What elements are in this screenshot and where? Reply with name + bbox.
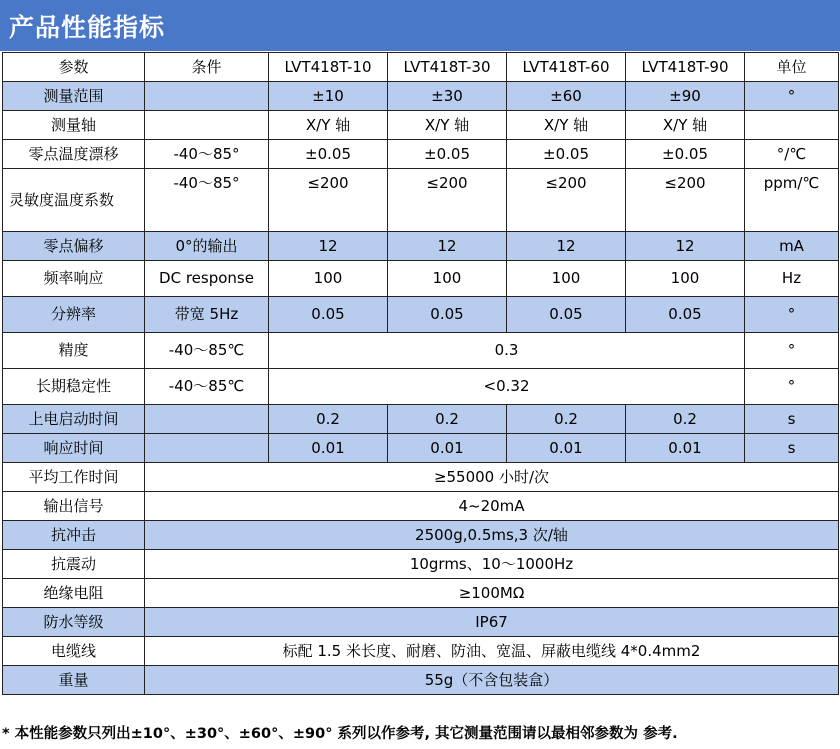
condition-cell	[145, 82, 269, 111]
unit-cell	[745, 111, 839, 140]
unit-cell: °	[745, 297, 839, 333]
unit-cell: ppm/℃	[745, 169, 839, 232]
param-cell: 精度	[3, 333, 145, 369]
merged-value-cell: <0.32	[269, 369, 745, 405]
value-cell: 12	[269, 232, 388, 261]
unit-cell: s	[745, 434, 839, 463]
value-cell: 0.01	[388, 434, 507, 463]
value-cell: 0.05	[626, 297, 745, 333]
param-cell: 灵敏度温度系数	[3, 169, 145, 232]
full-value-cell: ≥55000 小时/次	[145, 463, 839, 492]
value-cell: X/Y 轴	[269, 111, 388, 140]
unit-cell: °	[745, 333, 839, 369]
table-row	[3, 608, 839, 637]
param-cell: 重量	[3, 666, 145, 695]
param-cell: 频率响应	[3, 261, 145, 297]
value-cell: 0.05	[388, 297, 507, 333]
condition-cell: 带宽 5Hz	[145, 297, 269, 333]
unit-cell: °	[745, 369, 839, 405]
table-row	[3, 637, 839, 666]
value-cell: ±60	[507, 82, 626, 111]
table-row	[3, 82, 839, 111]
condition-cell: DC response	[145, 261, 269, 297]
table-row	[3, 521, 839, 550]
unit-cell: s	[745, 405, 839, 434]
column-header: LVT418T-90	[626, 53, 745, 82]
value-cell: 0.01	[269, 434, 388, 463]
column-header: LVT418T-10	[269, 53, 388, 82]
value-cell: 0.01	[507, 434, 626, 463]
unit-cell: °/℃	[745, 140, 839, 169]
param-cell: 零点偏移	[3, 232, 145, 261]
column-header: 条件	[145, 53, 269, 82]
table-row	[3, 666, 839, 695]
value-cell: ±90	[626, 82, 745, 111]
value-cell: 0.05	[269, 297, 388, 333]
value-cell: ±0.05	[269, 140, 388, 169]
value-cell: 0.01	[626, 434, 745, 463]
column-header: 参数	[3, 53, 145, 82]
column-header: LVT418T-60	[507, 53, 626, 82]
param-cell: 抗冲击	[3, 521, 145, 550]
table-row	[3, 369, 839, 405]
footnote: * 本性能参数只列出±10°、±30°、±60°、±90° 系列以作参考, 其它测量范围请以最相邻参数为 参考.	[2, 726, 678, 742]
param-cell: 输出信号	[3, 492, 145, 521]
param-cell: 长期稳定性	[3, 369, 145, 405]
value-cell: ±0.05	[507, 140, 626, 169]
condition-cell	[145, 434, 269, 463]
table-row	[3, 261, 839, 297]
table-row	[3, 297, 839, 333]
table-row	[3, 405, 839, 434]
value-cell: 100	[388, 261, 507, 297]
value-cell: ±0.05	[626, 140, 745, 169]
table-row	[3, 463, 839, 492]
table-row	[3, 550, 839, 579]
param-cell: 上电启动时间	[3, 405, 145, 434]
value-cell: ≤200	[388, 169, 507, 232]
value-cell: 12	[388, 232, 507, 261]
full-value-cell: IP67	[145, 608, 839, 637]
full-value-cell: 2500g,0.5ms,3 次/轴	[145, 521, 839, 550]
value-cell: 0.05	[507, 297, 626, 333]
value-cell: X/Y 轴	[507, 111, 626, 140]
full-value-cell: ≥100MΩ	[145, 579, 839, 608]
param-cell: 抗震动	[3, 550, 145, 579]
value-cell: 100	[507, 261, 626, 297]
table-row	[3, 169, 839, 232]
value-cell: X/Y 轴	[626, 111, 745, 140]
page-title: 产品性能指标	[9, 12, 166, 42]
value-cell: ≤200	[507, 169, 626, 232]
unit-cell: Hz	[745, 261, 839, 297]
value-cell: 100	[626, 261, 745, 297]
value-cell: X/Y 轴	[388, 111, 507, 140]
condition-cell: 0°的输出	[145, 232, 269, 261]
table-row	[3, 434, 839, 463]
value-cell: ±10	[269, 82, 388, 111]
param-cell: 防水等级	[3, 608, 145, 637]
value-cell: ±30	[388, 82, 507, 111]
table-row	[3, 232, 839, 261]
full-value-cell: 10grms、10～1000Hz	[145, 550, 839, 579]
condition-cell: -40～85°	[145, 169, 269, 232]
condition-cell: -40～85℃	[145, 333, 269, 369]
table-row	[3, 111, 839, 140]
param-cell: 电缆线	[3, 637, 145, 666]
param-cell: 平均工作时间	[3, 463, 145, 492]
table-row	[3, 492, 839, 521]
condition-cell: -40～85℃	[145, 369, 269, 405]
table-row	[3, 579, 839, 608]
unit-cell: mA	[745, 232, 839, 261]
full-value-cell: 55g（不含包装盒）	[145, 666, 839, 695]
merged-value-cell: 0.3	[269, 333, 745, 369]
param-cell: 零点温度漂移	[3, 140, 145, 169]
table-row	[3, 333, 839, 369]
param-cell: 测量范围	[3, 82, 145, 111]
value-cell: ±0.05	[388, 140, 507, 169]
value-cell: ≤200	[626, 169, 745, 232]
table-row	[3, 140, 839, 169]
param-cell: 分辨率	[3, 297, 145, 333]
column-header: 单位	[745, 53, 839, 82]
value-cell: 0.2	[626, 405, 745, 434]
table-header-row	[3, 53, 839, 82]
value-cell: ≤200	[269, 169, 388, 232]
condition-cell	[145, 405, 269, 434]
section-header	[0, 0, 840, 51]
value-cell: 0.2	[388, 405, 507, 434]
spec-table	[2, 52, 839, 695]
param-cell: 绝缘电阻	[3, 579, 145, 608]
value-cell: 12	[626, 232, 745, 261]
full-value-cell: 4~20mA	[145, 492, 839, 521]
value-cell: 12	[507, 232, 626, 261]
condition-cell: -40～85°	[145, 140, 269, 169]
full-value-cell: 标配 1.5 米长度、耐磨、防油、宽温、屏蔽电缆线 4*0.4mm2	[145, 637, 839, 666]
value-cell: 100	[269, 261, 388, 297]
param-cell: 测量轴	[3, 111, 145, 140]
condition-cell	[145, 111, 269, 140]
unit-cell: °	[745, 82, 839, 111]
column-header: LVT418T-30	[388, 53, 507, 82]
value-cell: 0.2	[507, 405, 626, 434]
param-cell: 响应时间	[3, 434, 145, 463]
value-cell: 0.2	[269, 405, 388, 434]
